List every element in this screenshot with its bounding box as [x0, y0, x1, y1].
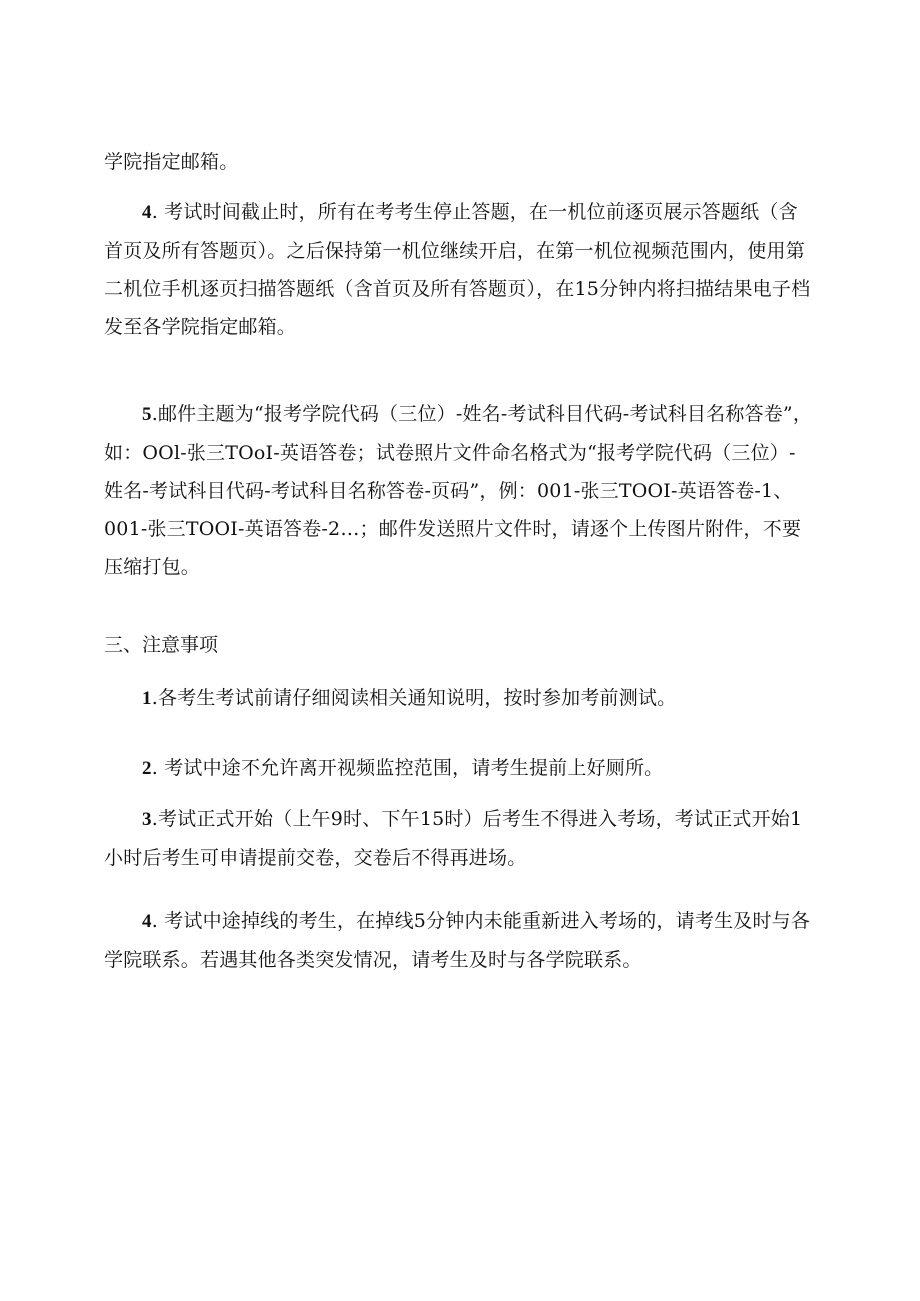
item-text: .各考生考试前请仔细阅读相关通知说明，按时参加考前测试。: [151, 687, 677, 709]
item-number: 5: [142, 404, 152, 425]
paragraph-item-5: [104, 395, 814, 586]
paragraph-continuation: 学院指定邮箱。: [104, 151, 239, 173]
paragraph-item-4: [104, 193, 814, 346]
item-text: .考试正式开始（上午9时、下午15时）后考生不得进入考场，考试正式开始1小时后考生可申请提前交卷，交卷后不得再进场。: [104, 808, 803, 869]
item-number: 4: [142, 202, 152, 223]
item-text: . 考试中途不允许离开视频监控范围，请考生提前上好厕所。: [151, 757, 664, 779]
notice-item-2: [104, 749, 814, 788]
notice-item-1: [104, 679, 814, 718]
notice-item-4: [104, 902, 814, 979]
section-heading: 三、注意事项: [104, 634, 219, 656]
item-text: . 考试中途掉线的考生，在掉线5分钟内未能重新进入考场的，请考生及时与各学院联系。若遇其他各类突发情况，请考生及时与各学院联系。: [104, 910, 811, 971]
item-text: . 考试时间截止时，所有在考考生停止答题，在一机位前逐页展示答题纸（含首页及所有答题页）。之后保持第一机位继续开启，在第一机位视频范围内，使用第二机位手机逐页扫描答题纸（含首页及所有答题页），在15分钟内将扫描结果电子档发至各学院指定邮箱。: [104, 201, 811, 338]
item-number: 1: [142, 688, 152, 709]
notice-item-3: [104, 800, 814, 877]
item-number: 2: [142, 758, 152, 779]
item-number: 3: [142, 809, 152, 830]
item-number: 4: [142, 911, 152, 932]
item-text: .邮件主题为“报考学院代码（三位）-姓名-考试科目代码-考试科目名称答卷”，如：OOl-张三TOoI-英语答卷；试卷照片文件命名格式为“报考学院代码（三位）-姓名-考试科目代码-考试科目名称答卷-页码”，例：001-张三TOOI-英语答卷-1、001-张三TOOI-英语答卷-2…；邮件发送照片文件时，请逐个上传图片附件，不要压缩打包。: [104, 403, 813, 578]
